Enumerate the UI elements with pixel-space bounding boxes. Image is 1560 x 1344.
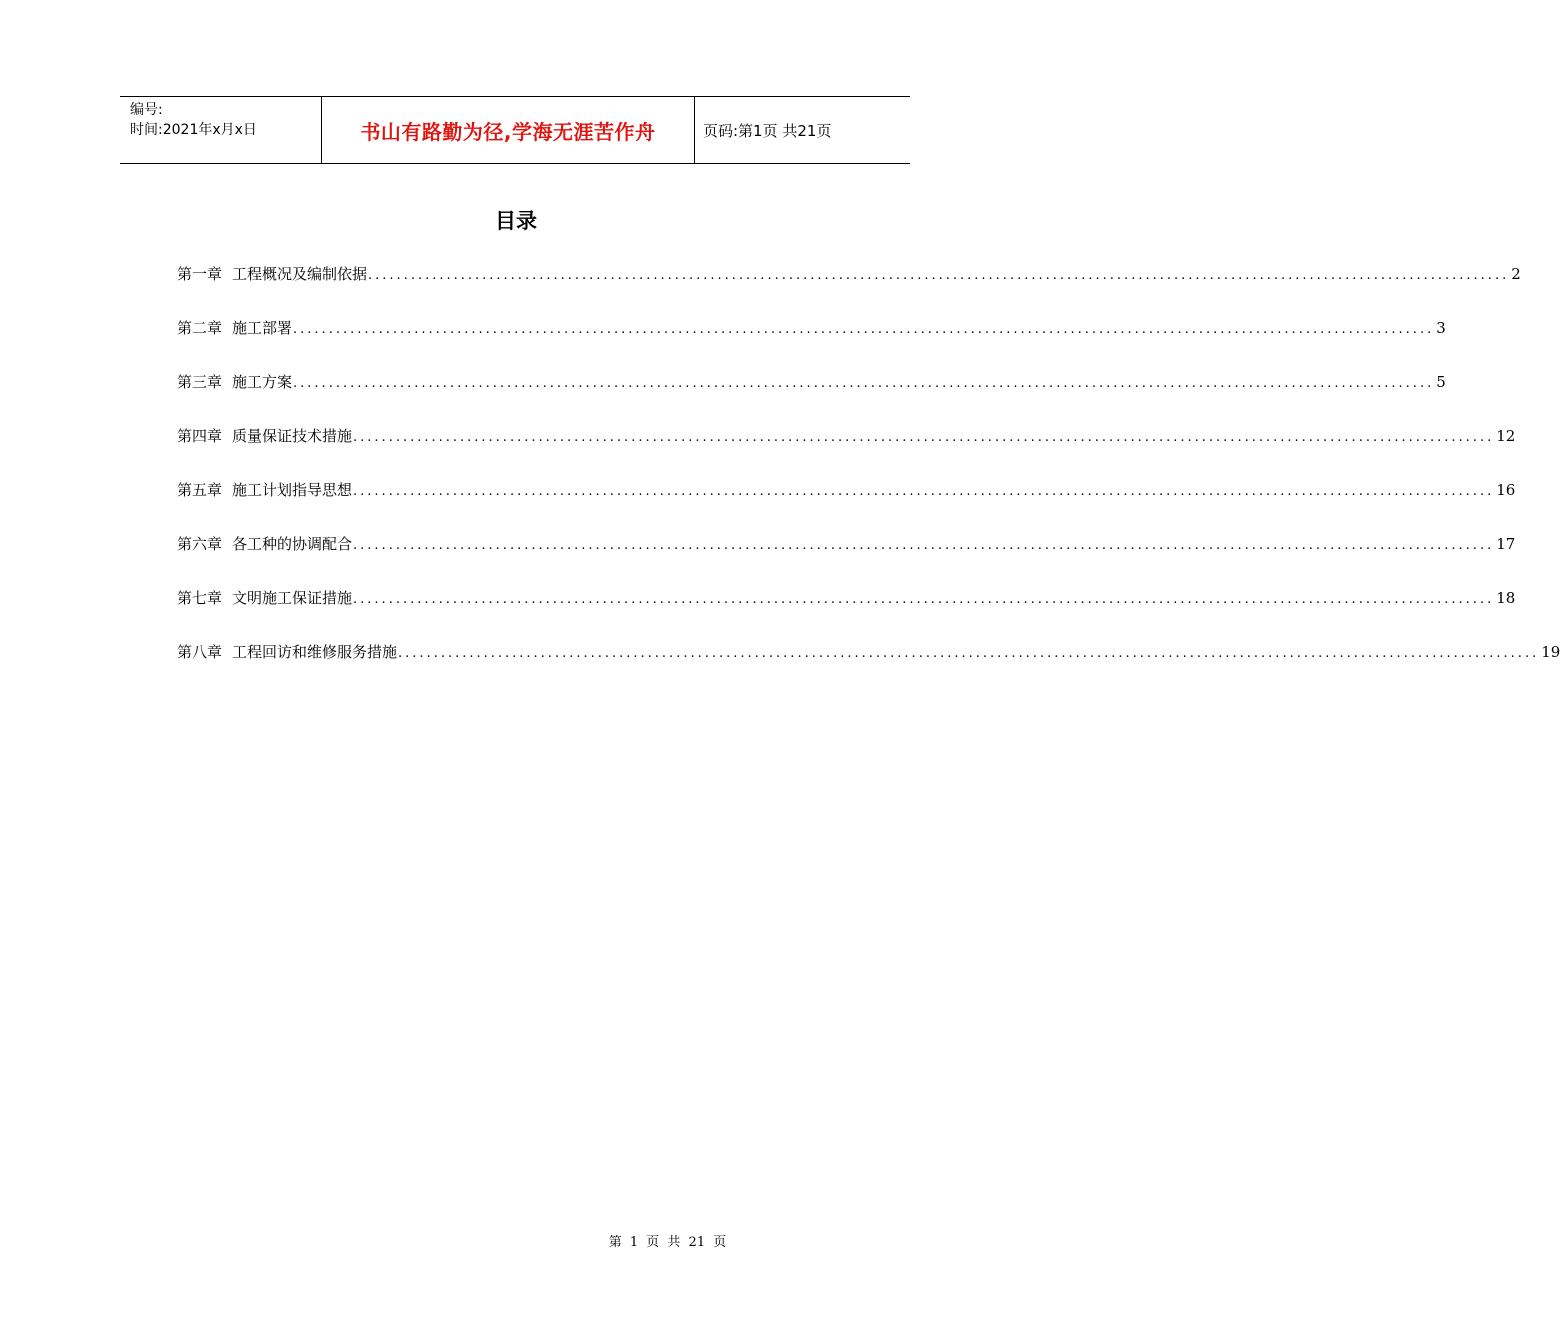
toc-leader-dots: ................................................................................................................................................................ [353,592,1495,607]
toc-chapter: 第六章 [177,535,223,553]
document-time: 时间:2021年x月x日 [130,122,257,138]
toc-entry-title: 施工部署 [232,319,293,337]
toc-title: 目录 [495,209,537,233]
page-header [120,96,910,164]
toc-page-number: 19 [1541,643,1560,661]
toc-leader-dots: ................................................................................................................................................................ [293,322,1435,337]
page-footer: 第 1 页 共 21 页 [608,1235,727,1250]
toc-entry[interactable] [177,641,1560,695]
toc-entry-label [177,425,352,446]
toc-entry[interactable] [177,263,1521,317]
toc-leader-dots: ................................................................................................................................................................ [293,376,1435,391]
toc-entry-title: 各工种的协调配合 [232,535,353,553]
toc-entry-label [177,641,397,662]
toc-entry-title: 施工计划指导思想 [232,481,353,499]
table-of-contents [177,263,1560,695]
header-meta [120,97,321,163]
toc-page-number: 5 [1436,373,1446,391]
toc-entry[interactable] [177,533,1516,587]
toc-page-number: 16 [1496,481,1516,499]
header-page-info: 页码:第1页 共21页 [703,121,832,140]
toc-entry-label [177,317,292,338]
toc-page-number: 12 [1496,427,1516,445]
toc-entry[interactable] [177,371,1446,425]
toc-leader-dots: ................................................................................................................................................................ [353,430,1495,445]
toc-leader-dots: ................................................................................................................................................................ [353,484,1495,499]
toc-page-number: 17 [1496,535,1516,553]
toc-entry-label [177,533,352,554]
header-motto: 书山有路勤为径,学海无涯苦作舟 [321,97,695,163]
toc-entry[interactable] [177,587,1516,641]
toc-entry-title: 质量保证技术措施 [232,427,353,445]
toc-chapter: 第一章 [177,265,223,283]
toc-entry-label [177,479,352,500]
toc-entry-title: 文明施工保证措施 [232,589,353,607]
toc-entry[interactable] [177,479,1516,533]
toc-entry-label [177,263,367,284]
toc-leader-dots: ................................................................................................................................................................ [398,646,1540,661]
toc-entry-title: 工程回访和维修服务措施 [232,643,398,661]
toc-chapter: 第七章 [177,589,223,607]
toc-entry-label [177,371,292,392]
toc-page-number: 3 [1436,319,1446,337]
toc-entry[interactable] [177,317,1446,371]
toc-chapter: 第八章 [177,643,223,661]
toc-entry-label [177,587,352,608]
toc-chapter: 第三章 [177,373,223,391]
toc-leader-dots: ................................................................................................................................................................ [353,538,1495,553]
toc-leader-dots: ................................................................................................................................................................ [368,268,1510,283]
toc-chapter: 第四章 [177,427,223,445]
toc-chapter: 第二章 [177,319,223,337]
document-number-label: 编号: [130,102,163,118]
toc-page-number: 18 [1496,589,1516,607]
toc-entry[interactable] [177,425,1516,479]
toc-entry-title: 工程概况及编制依据 [232,265,368,283]
toc-entry-title: 施工方案 [232,373,293,391]
toc-page-number: 2 [1511,265,1521,283]
toc-chapter: 第五章 [177,481,223,499]
